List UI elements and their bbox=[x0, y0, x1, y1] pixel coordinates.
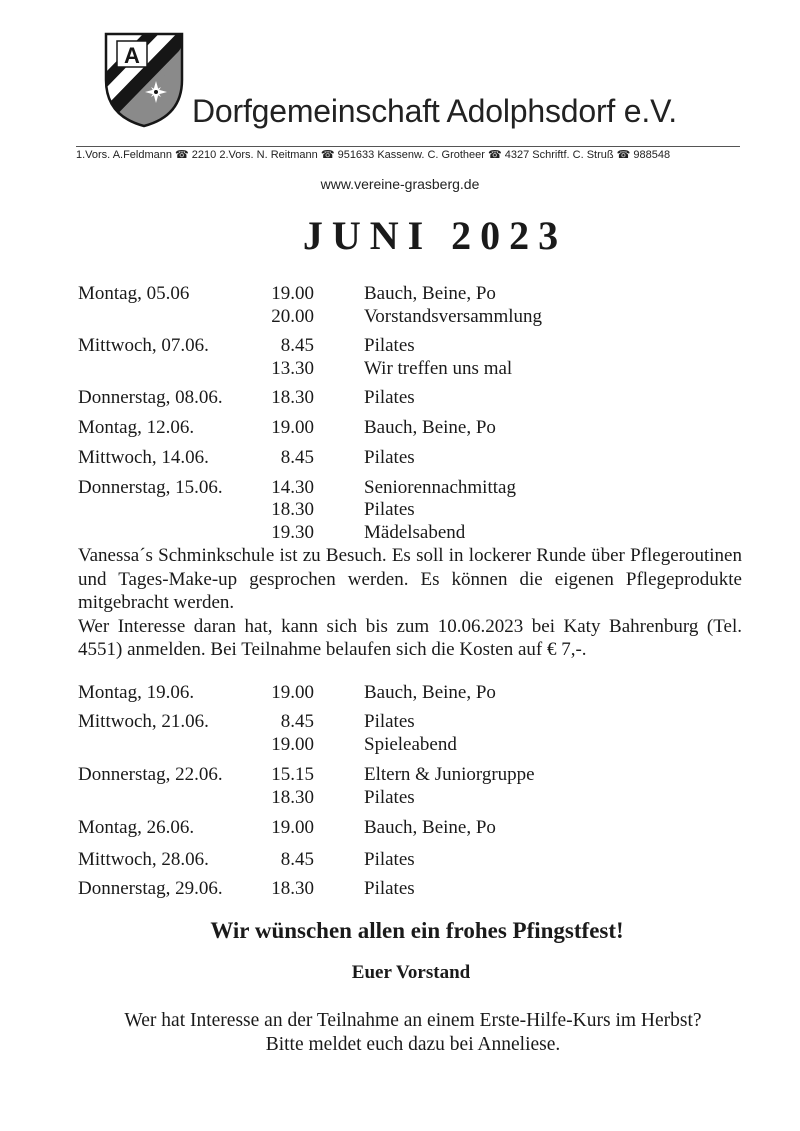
event-title: Bauch, Beine, Po bbox=[364, 283, 496, 304]
first-aid-course-contact: Bitte meldet euch dazu bei Anneliese. bbox=[265, 1034, 561, 1055]
event-day: Montag, 19.06. bbox=[78, 682, 195, 703]
event-day: Montag, 12.06. bbox=[78, 417, 195, 438]
event-time: 15.15 bbox=[271, 764, 314, 785]
event-title: Spieleabend bbox=[364, 734, 457, 755]
event-time: 19.00 bbox=[271, 682, 314, 703]
event-time: 19.00 bbox=[271, 817, 314, 838]
event-title: Wir treffen uns mal bbox=[364, 358, 513, 379]
event-title: Eltern & Juniorgruppe bbox=[364, 764, 535, 785]
event-time: 18.30 bbox=[271, 499, 314, 520]
event-title: Pilates bbox=[364, 787, 415, 808]
event-day: Montag, 26.06. bbox=[78, 817, 195, 838]
note-paragraph: Wer Interesse daran hat, kann sich bis zum 10.06.2023 bei Katy Bahrenburg (Tel. 4551) anmelden. Bei Teilnahme belaufen sich die Kosten auf € 7,-. bbox=[78, 615, 742, 661]
event-time: 14.30 bbox=[271, 477, 314, 498]
first-aid-course-notice: Wer hat Interesse an der Teilnahme an einem Erste-Hilfe-Kurs im Herbst? bbox=[124, 1010, 702, 1031]
sign-off: Euer Vorstand bbox=[351, 962, 471, 983]
crest-letter: A bbox=[124, 43, 140, 68]
event-day: Mittwoch, 14.06. bbox=[78, 447, 209, 468]
event-time: 19.00 bbox=[271, 283, 314, 304]
event-time: 19.00 bbox=[271, 734, 314, 755]
event-day: Mittwoch, 07.06. bbox=[78, 335, 209, 356]
event-day: Montag, 05.06 bbox=[78, 283, 190, 304]
event-time: 20.00 bbox=[271, 306, 314, 327]
event-time: 18.30 bbox=[271, 387, 314, 408]
event-time: 8.45 bbox=[280, 335, 314, 356]
event-title: Pilates bbox=[364, 878, 415, 899]
board-contacts: 1.Vors. A.Feldmann ☎ 2210 2.Vors. N. Reitmann ☎ 951633 Kassenw. C. Grotheer ☎ 4327 Schriftf. C. Struß ☎ 988548 bbox=[76, 149, 671, 161]
organization-name: Dorfgemeinschaft Adolphsdorf e.V. bbox=[192, 93, 677, 129]
event-time: 8.45 bbox=[280, 447, 314, 468]
event-day: Donnerstag, 15.06. bbox=[78, 477, 223, 498]
event-day: Mittwoch, 21.06. bbox=[78, 711, 209, 732]
event-title: Pilates bbox=[364, 447, 415, 468]
event-day: Donnerstag, 29.06. bbox=[78, 878, 223, 899]
event-title: Mädelsabend bbox=[364, 522, 466, 543]
event-time: 8.45 bbox=[280, 711, 314, 732]
event-note bbox=[78, 544, 742, 662]
event-time: 18.30 bbox=[271, 878, 314, 899]
event-title: Pilates bbox=[364, 335, 415, 356]
website-link[interactable]: www.vereine-grasberg.de bbox=[320, 176, 480, 192]
event-time: 8.45 bbox=[280, 849, 314, 870]
header-divider bbox=[76, 146, 740, 147]
event-title: Seniorennachmittag bbox=[364, 477, 516, 498]
event-title: Pilates bbox=[364, 387, 415, 408]
event-time: 18.30 bbox=[271, 787, 314, 808]
event-title: Vorstandsversammlung bbox=[364, 306, 543, 327]
event-day: Donnerstag, 08.06. bbox=[78, 387, 223, 408]
event-title: Bauch, Beine, Po bbox=[364, 682, 496, 703]
event-title: Bauch, Beine, Po bbox=[364, 417, 496, 438]
event-title: Bauch, Beine, Po bbox=[364, 817, 496, 838]
crest-logo bbox=[104, 32, 184, 128]
event-time: 19.30 bbox=[271, 522, 314, 543]
event-day: Donnerstag, 22.06. bbox=[78, 764, 223, 785]
event-title: Pilates bbox=[364, 849, 415, 870]
note-paragraph: Vanessa´s Schminkschule ist zu Besuch. Es soll in lockerer Runde über Pflegeroutinen und Tages-Make-up gesprochen werden. Es können die eigenen Pflegeprodukte mitgebracht werden. bbox=[78, 545, 742, 614]
event-day: Mittwoch, 28.06. bbox=[78, 849, 209, 870]
event-title: Pilates bbox=[364, 711, 415, 732]
event-title: Pilates bbox=[364, 499, 415, 520]
event-time: 13.30 bbox=[271, 358, 314, 379]
month-title: JUNI 2023 bbox=[302, 213, 568, 258]
event-time: 19.00 bbox=[271, 417, 314, 438]
holiday-greeting: Wir wünschen allen ein frohes Pfingstfest! bbox=[210, 918, 624, 943]
